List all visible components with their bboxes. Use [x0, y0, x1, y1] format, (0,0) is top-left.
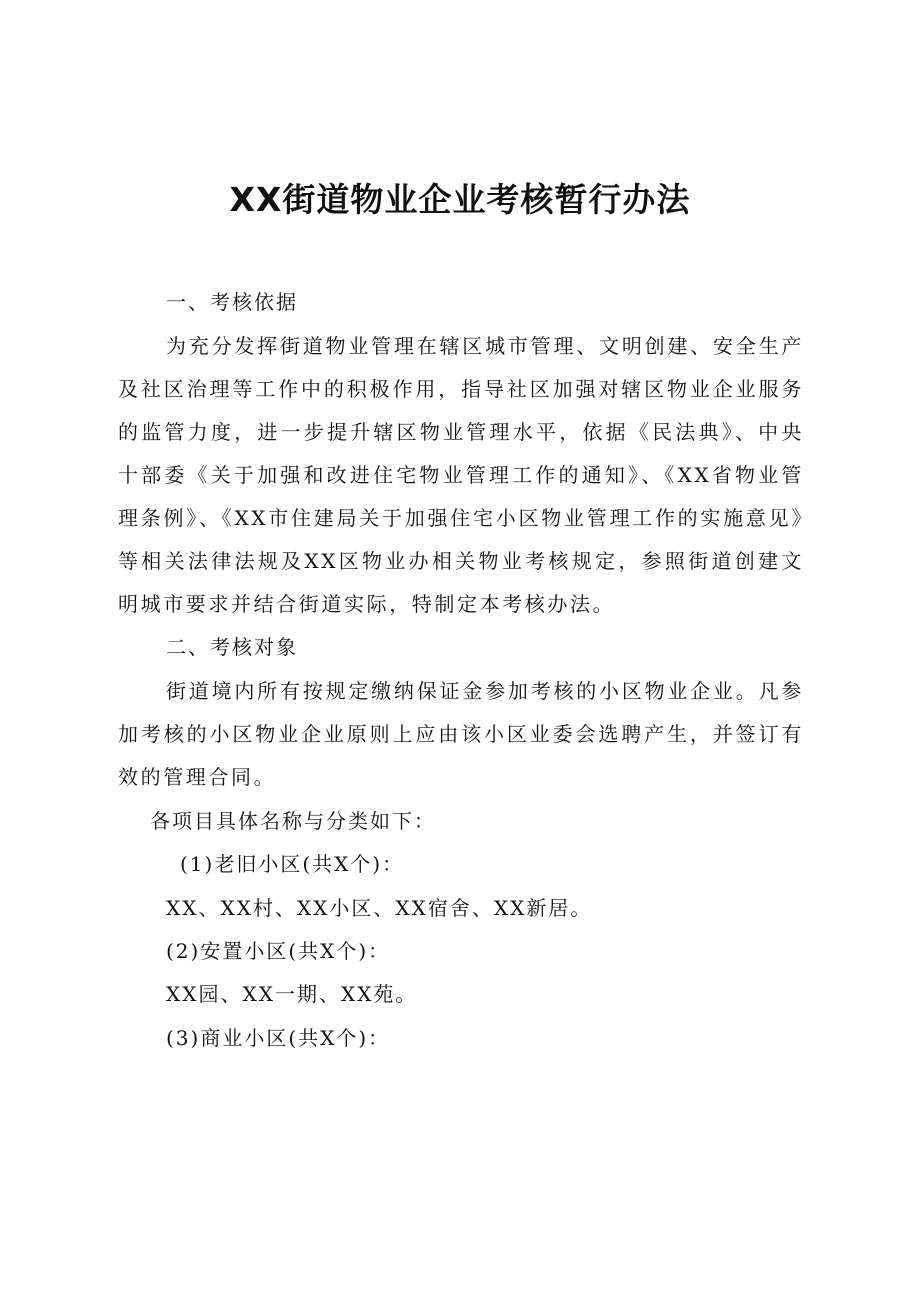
category-label-commercial: (3)商业小区(共X个)：	[166, 1026, 391, 1050]
category-items-old: XX、XX村、XX小区、XX宿舍、XX新居。	[166, 896, 593, 920]
category-label-resettlement: (2)安置小区(共X个)：	[166, 939, 391, 963]
category-label-old: (1)老旧小区(共X个)：	[180, 852, 405, 876]
section-paragraph-targets: 街道境内所有按规定缴纳保证金参加考核的小区物业企业。凡参加考核的小区物业企业原则上应由该小区业委会选聘产生，并签订有效的管理合同。	[118, 679, 804, 789]
document-title: XX街道物业企业考核暂行办法	[229, 180, 691, 219]
category-items-resettlement: XX园、XX一期、XX苑。	[166, 982, 418, 1006]
section-heading-targets: 二、考核对象	[166, 635, 298, 659]
section-paragraph-basis: 为充分发挥街道物业管理在辖区城市管理、文明创建、安全生产及社区治理等工作中的积极作用，指导社区加强对辖区物业企业服务的监管力度，进一步提升辖区物业管理水平，依据《民法典》、中央十部委《关于加强和改进住宅物业管理工作的通知》、《XX省物业管理条例》、《XX市住建局关于加强住宅小区物业管理工作的实施意见》等相关法律法规及XX区物业办相关物业考核规定，参照街道创建文明城市要求并结合街道实际，特制定本考核办法。	[118, 334, 804, 616]
list-intro: 各项目具体名称与分类如下：	[150, 809, 436, 833]
section-heading-basis: 一、考核依据	[166, 290, 298, 314]
